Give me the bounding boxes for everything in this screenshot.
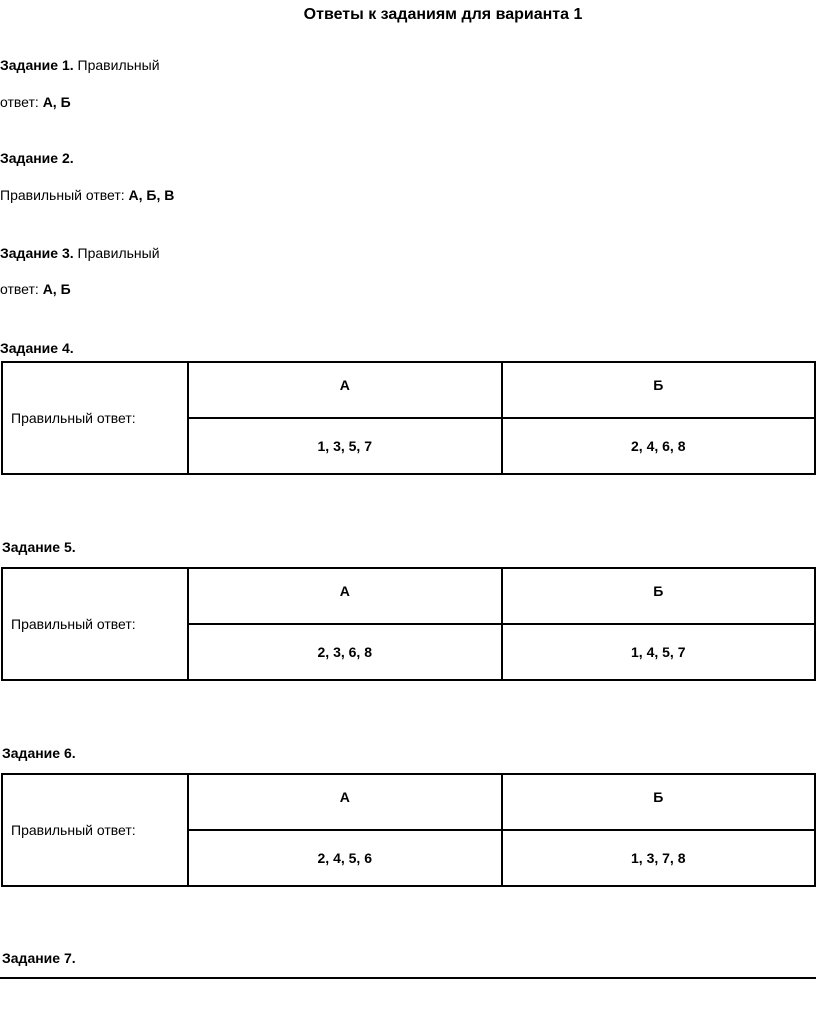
task-6-col-b-header: Б [502, 774, 816, 830]
task-1-heading [0, 57, 160, 73]
task-3-answer-prefix: ответ: [0, 281, 43, 297]
task-5-value-b: 1, 4, 5, 7 [502, 624, 816, 680]
task-4-value-b: 2, 4, 6, 8 [502, 418, 816, 474]
task-6-value-a: 2, 4, 5, 6 [188, 830, 502, 886]
task-3-text: Правильный [73, 245, 160, 261]
task-3-answer: А, Б [42, 281, 71, 297]
task-4-label: Задание 4. [0, 340, 74, 356]
task-6-col-a-header: А [188, 774, 502, 830]
task-5-heading [2, 539, 76, 555]
task-6-value-b: 1, 3, 7, 8 [502, 830, 816, 886]
task-3-answer-line [0, 281, 71, 297]
task-4-col-a-header: А [188, 362, 502, 418]
task-1-answer-line [0, 94, 71, 110]
page-title: Ответы к заданиям для варианта 1 [303, 6, 583, 23]
task-1-text: Правильный [73, 57, 160, 73]
task-2-answer: А, Б, В [128, 187, 175, 203]
task-4-col-b-header: Б [502, 362, 816, 418]
task-5-answer-table [1, 567, 816, 681]
task-1-label: Задание 1. [0, 57, 74, 73]
task-5-label: Задание 5. [2, 539, 76, 555]
task-3-label: Задание 3. [0, 245, 74, 261]
task-6-label: Задание 6. [2, 745, 76, 761]
task-2-answer-prefix: Правильный ответ: [0, 187, 129, 203]
task-5-col-a-header: А [188, 568, 502, 624]
task-3-heading [0, 245, 160, 261]
task-2-heading [0, 150, 74, 166]
task-5-col-b-header: Б [502, 568, 816, 624]
task-5-row-label: Правильный ответ: [2, 568, 188, 680]
task-4-answer-table [1, 361, 816, 475]
task-6-heading [2, 745, 76, 761]
task-7-table-top-border [0, 977, 816, 979]
task-1-answer: А, Б [42, 94, 71, 110]
task-6-answer-table [1, 773, 816, 887]
task-5-value-a: 2, 3, 6, 8 [188, 624, 502, 680]
task-7-label: Задание 7. [2, 950, 76, 966]
task-4-row-label: Правильный ответ: [2, 362, 188, 474]
task-2-label: Задание 2. [0, 150, 74, 166]
task-7-heading [2, 950, 76, 966]
task-2-answer-line [0, 187, 174, 203]
task-1-answer-prefix: ответ: [0, 94, 43, 110]
task-4-value-a: 1, 3, 5, 7 [188, 418, 502, 474]
task-4-heading [0, 340, 74, 356]
task-6-row-label: Правильный ответ: [2, 774, 188, 886]
